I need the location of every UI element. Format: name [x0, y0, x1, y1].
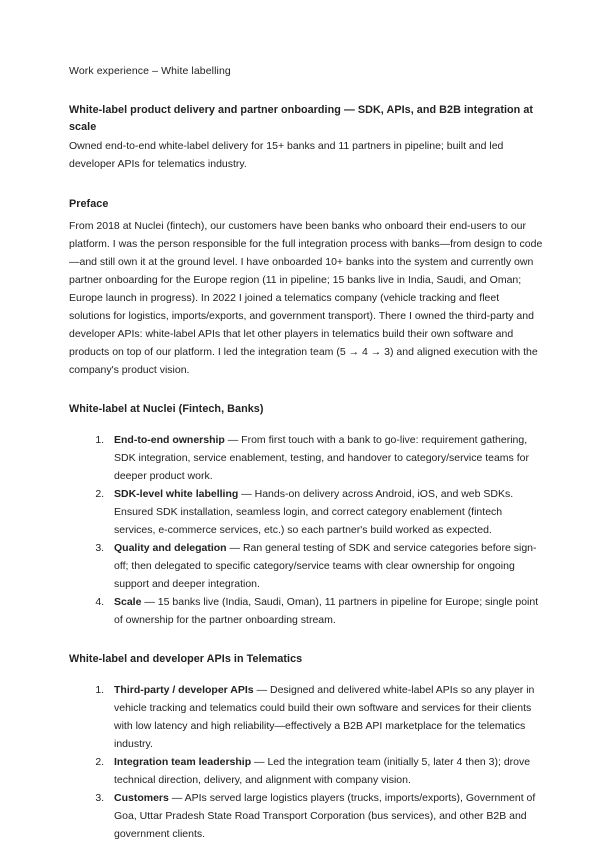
- list-item-term: Third-party / developer APIs: [114, 684, 254, 696]
- list-item-text: — APIs served large logistics players (trucks, imports/exports), Government of Goa, Uttar Pradesh State Road Transport Corporation (bus services), and other B2B and government clients.: [114, 792, 536, 840]
- list-item: [107, 593, 543, 629]
- section-heading-telematics: White-label and developer APIs in Telematics: [69, 653, 303, 665]
- list-item-term: Quality and delegation: [114, 542, 227, 554]
- section-heading-nuclei: White-label at Nuclei (Fintech, Banks): [69, 403, 264, 415]
- list-item-term: End-to-end ownership: [114, 434, 225, 446]
- list-item-text: — Ran general testing of SDK and service categories before sign-off; then delegated to specific category/service teams with clear ownership for ongoing support and deeper integration.: [114, 542, 537, 590]
- list-item-text: — From first touch with a bank to go-live: requirement gathering, SDK integration, service enablement, testing, and handover to category/service teams for deeper product work.: [114, 434, 529, 482]
- list-item-term: Integration team leadership: [114, 756, 252, 768]
- list-item-text: — Led the integration team (initially 5, later 4 then 3); drove technical direction, delivery, and alignment with company vision.: [114, 756, 531, 786]
- page-title: White-label product delivery and partner onboarding — SDK, APIs, and B2B integration at scale: [69, 104, 534, 133]
- list-item: [107, 789, 543, 843]
- list-item-text: — Designed and delivered white-label APIs so any player in vehicle tracking and telematics could build their own software and services for their clients with low latency and high reliability—effectively a B2B API marketplace for the telematics industry.: [114, 684, 535, 750]
- list-item: [107, 753, 543, 789]
- list-telematics: [69, 681, 543, 843]
- list-item: [107, 485, 543, 539]
- list-item: [107, 539, 543, 593]
- list-item-text: — 15 banks live (India, Saudi, Oman), 11 partners in pipeline for Europe; single point of ownership for the partner onboarding stream.: [114, 596, 539, 626]
- list-nuclei: [69, 431, 543, 629]
- document-title: Work experience – White labelling: [69, 65, 231, 77]
- preface-body: From 2018 at Nuclei (fintech), our customers have been banks who onboard their end-users to our platform. I was the person responsible for the full integration process with banks—from design to code—and still own it at the ground level. I have onboarded 10+ banks into the system and currently own partner onboarding for the Europe region (11 in pipeline; 15 banks live in India, Saudi, and Oman; Europe launch in progress). In 2022 I joined a telematics company (vehicle tracking and fleet solutions for logistics, imports/exports, and government transport). There I owned the third-party and developer APIs: white-label APIs that let other players in telematics build their own software and products on top of our platform. I led the integration team (5 → 4 → 3) and aligned execution with the company's product vision.: [69, 220, 543, 376]
- lead-paragraph: Owned end-to-end white-label delivery for 15+ banks and 11 partners in pipeline; built and led developer APIs for telematics industry.: [69, 140, 504, 170]
- list-item: [107, 431, 543, 485]
- preface-heading: Preface: [69, 198, 109, 210]
- list-item-term: Scale: [114, 596, 142, 608]
- list-item-text: — Hands-on delivery across Android, iOS, and web SDKs. Ensured SDK installation, seamless login, and correct category enablement (fintech services, e-commerce services, etc.) so each partner's build worked as expected.: [114, 488, 514, 536]
- list-item-term: SDK-level white labelling: [114, 488, 239, 500]
- list-item: [107, 681, 543, 753]
- list-item-term: Customers: [114, 792, 169, 804]
